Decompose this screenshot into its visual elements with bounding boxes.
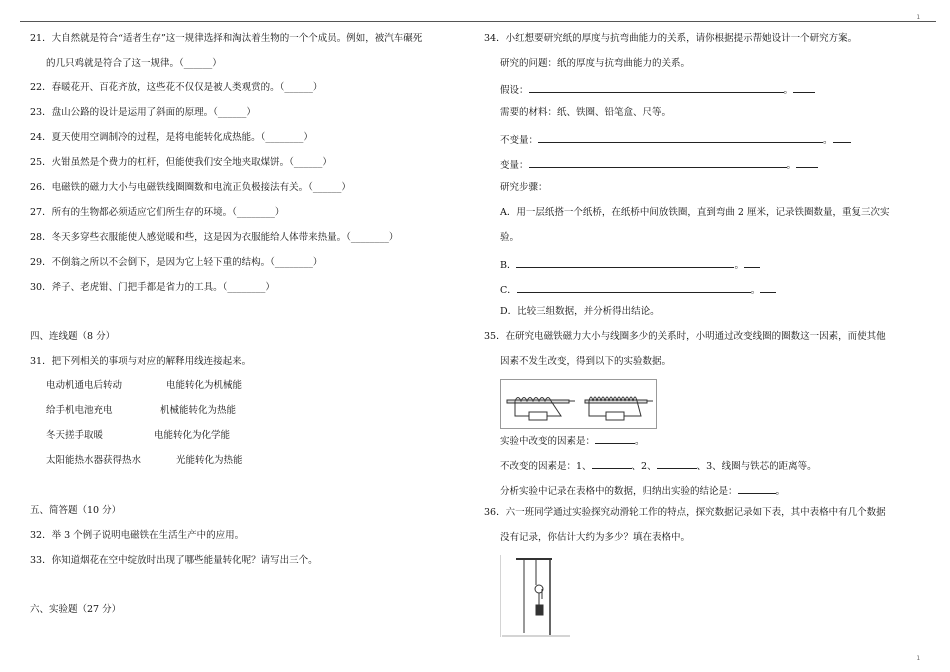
question-23: 23．盘山公路的设计是运用了斜面的原理。（______） <box>30 107 256 118</box>
conclusion-blank[interactable] <box>738 483 776 494</box>
unchanged-factor-2-blank[interactable] <box>657 458 697 469</box>
period: 。 <box>786 160 797 171</box>
q34-constant-label: 不变量： <box>500 135 539 146</box>
question-24: 24．夏天使用空调制冷的过程，是将电能转化成热能。（________） <box>30 132 313 143</box>
step-b-blank[interactable] <box>516 257 734 268</box>
variable-blank-tail[interactable] <box>796 157 818 168</box>
q34-problem: 研究的问题：纸的厚度与抗弯曲能力的关系。 <box>500 58 691 69</box>
hypothesis-blank-tail[interactable] <box>793 82 815 93</box>
question-33: 33．你知道烟花在空中绽放时出现了哪些能量转化呢？请写出三个。 <box>30 555 318 566</box>
question-31: 31．把下列相关的事项与对应的解释用线连接起来。 <box>30 356 252 367</box>
constant-blank[interactable] <box>538 132 823 143</box>
period: 。 <box>750 285 761 296</box>
question-32: 32．举 3 个例子说明电磁铁在生活生产中的应用。 <box>30 530 245 541</box>
movable-pulley-icon <box>500 555 570 637</box>
period: 。 <box>823 135 833 146</box>
match-left-item: 冬天搓手取暖 <box>46 430 104 441</box>
q34-hypothesis <box>500 82 815 97</box>
q35-conclusion-label: 分析实验中记录在表格中的数据，归纳出实验的结论是： <box>500 486 738 497</box>
section-5-title: 五、简答题（10 分） <box>30 505 122 516</box>
match-right-item: 光能转化为热能 <box>176 455 243 466</box>
unchanged-factor-1-blank[interactable] <box>592 458 632 469</box>
variable-blank[interactable] <box>529 157 787 168</box>
q34-step-a-line2: 验。 <box>500 232 520 243</box>
match-left-item: 太阳能热水器获得热水 <box>46 455 142 466</box>
q35-unchanged-label-a: 不改变的因素是：1、 <box>500 461 592 472</box>
q34-step-d: D．比较三组数据，并分析得出结论。 <box>500 306 660 317</box>
header-rule <box>20 21 936 22</box>
section-6-title: 六、实验题（27 分） <box>30 604 122 615</box>
question-21-line1: 21．大自然就是符合“适者生存”这一规律选择和淘汰着生物的一个个成员。例如，被汽车碾死 <box>30 33 423 44</box>
q34-constant <box>500 132 851 147</box>
q35-conclusion <box>500 483 785 498</box>
question-27: 27．所有的生物都必须适应它们所生存的环境。（________） <box>30 207 285 218</box>
q34-hypothesis-label: 假设： <box>500 85 529 96</box>
match-right-item: 机械能转化为热能 <box>160 405 237 416</box>
period: 。 <box>775 486 786 497</box>
step-c-blank[interactable] <box>517 282 751 293</box>
q34-step-c-label: C． <box>500 285 517 296</box>
changed-factor-blank[interactable] <box>595 433 635 444</box>
electromagnet-coils-icon <box>501 380 656 428</box>
page-number-top: 1 <box>916 14 920 21</box>
hypothesis-blank[interactable] <box>529 82 784 93</box>
match-right-item: 电能转化为化学能 <box>154 430 231 441</box>
question-25: 25．火钳虽然是个费力的杠杆，但能使我们安全地夹取煤饼。（______） <box>30 157 332 168</box>
step-b-blank-tail[interactable] <box>744 257 760 268</box>
q35-unchanged-label-c: 、3、线圈与铁芯的距离等。 <box>696 461 817 472</box>
pulley-figure <box>500 555 570 637</box>
q34-variable-label: 变量： <box>500 160 529 171</box>
q35-changed-label: 实验中改变的因素是： <box>500 436 596 447</box>
step-c-blank-tail[interactable] <box>760 282 776 293</box>
q34-variable <box>500 157 818 172</box>
q35-unchanged-label-b: 、2、 <box>631 461 657 472</box>
period: 。 <box>635 436 645 447</box>
period: 。 <box>734 260 744 271</box>
electromagnet-figure <box>500 379 657 429</box>
question-26: 26．电磁铁的磁力大小与电磁铁线圈圈数和电流正负极接法有关。（______） <box>30 182 351 193</box>
question-35-line2: 因素不发生改变，得到以下的实验数据。 <box>500 356 672 367</box>
q34-materials: 需要的材料：纸、铁圈、铅笔盒、尺等。 <box>500 107 672 118</box>
section-4-title: 四、连线题（8 分） <box>30 331 116 342</box>
question-36-line2: 没有记录，你估计大约为多少？填在表格中。 <box>500 532 691 543</box>
match-left-item: 电动机通电后转动 <box>46 380 123 391</box>
match-right-item: 电能转化为机械能 <box>166 380 243 391</box>
q34-step-b-label: B． <box>500 260 517 271</box>
q35-unchanged-factors <box>500 458 817 473</box>
q35-changed-factor <box>500 433 645 448</box>
question-28: 28．冬天多穿些衣服能使人感觉暖和些，这是因为衣服能给人体带来热量。（________） <box>30 232 399 243</box>
question-30: 30．斧子、老虎钳、门把手都是省力的工具。（________） <box>30 282 275 293</box>
q34-steps: 研究步骤： <box>500 182 548 193</box>
page-number-bottom: 1 <box>916 655 920 662</box>
question-36-line1: 36．六一班同学通过实验探究动滑轮工作的特点，探究数据记录如下表，其中表格中有几个数据 <box>484 507 886 518</box>
question-34: 34．小红想要研究纸的厚度与抗弯曲能力的关系，请你根据提示帮她设计一个研究方案。 <box>484 33 858 44</box>
q34-step-b <box>500 257 760 272</box>
question-35-line1: 35．在研究电磁铁磁力大小与线圈多少的关系时，小明通过改变线圈的圈数这一因素，而使其他 <box>484 331 886 342</box>
question-29: 29．不倒翁之所以不会倒下，是因为它上轻下重的结构。（________） <box>30 257 323 268</box>
period: 。 <box>783 85 794 96</box>
question-22: 22．春暖花开、百花齐放，这些花不仅仅是被人类观赏的。（______） <box>30 82 323 93</box>
q34-step-a-line1: A．用一层纸搭一个纸桥，在纸桥中间放铁圈，直到弯曲 2 厘米，记录铁圈数量，重复三次实 <box>500 207 890 218</box>
match-left-item: 给手机电池充电 <box>46 405 113 416</box>
constant-blank-tail[interactable] <box>833 132 851 143</box>
question-21-line2: 的几只鸡就是符合了这一规律。（______） <box>46 58 222 69</box>
q34-step-c <box>500 282 776 297</box>
